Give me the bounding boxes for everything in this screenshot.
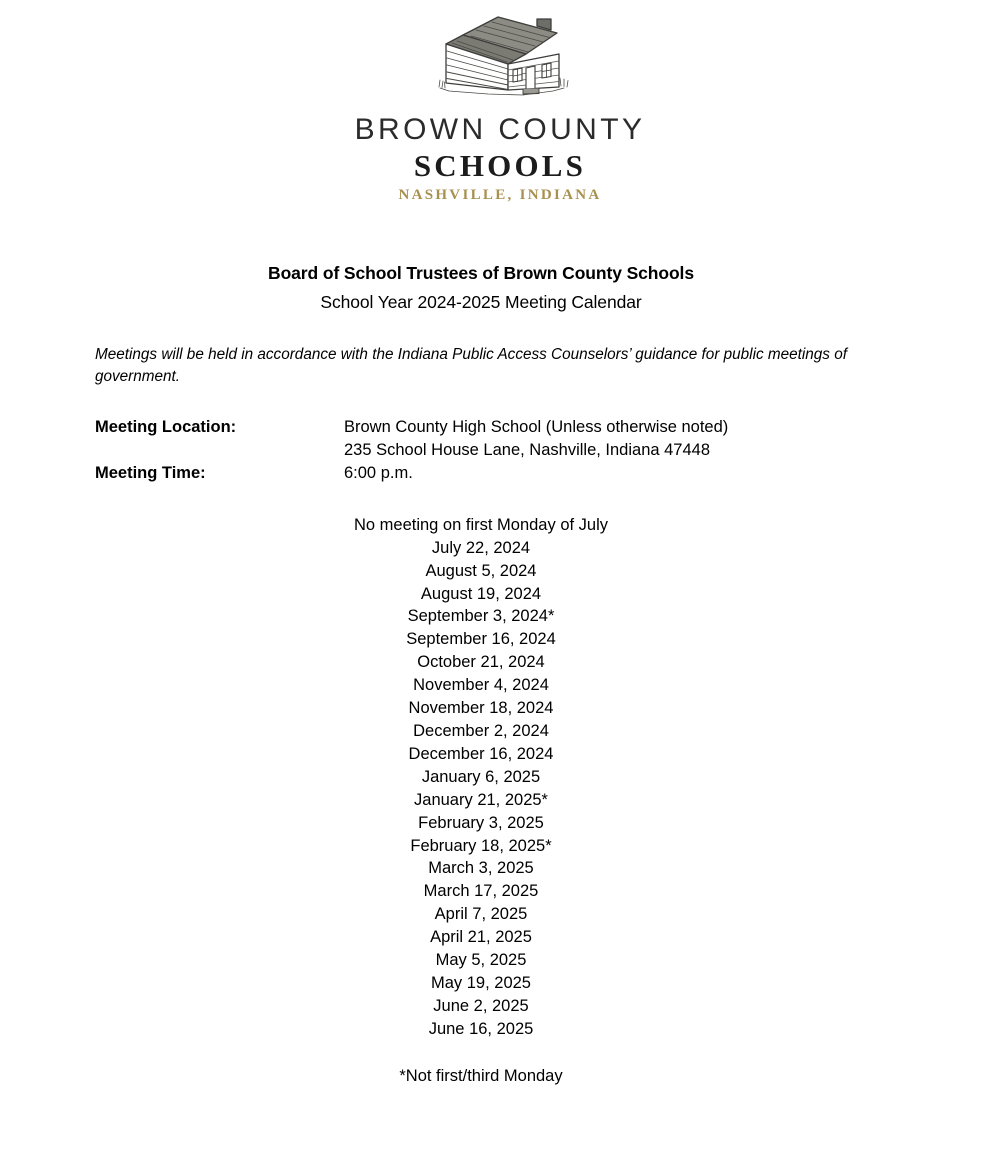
- table-row: [95, 416, 867, 463]
- meeting-location-line2: 235 School House Lane, Nashville, Indiana 47448: [344, 441, 711, 460]
- meeting-location-value: [344, 416, 867, 463]
- access-notice: Meetings will be held in accordance with the Indiana Public Access Counselors’ guidance for public meetings of government.: [95, 346, 847, 386]
- list-item: March 3, 2025: [428, 859, 534, 878]
- list-item: October 21, 2024: [417, 653, 545, 672]
- list-item: November 4, 2024: [413, 676, 549, 695]
- log-cabin-schoolhouse-icon: [428, 8, 573, 100]
- footnote: *Not first/third Monday: [399, 1066, 563, 1085]
- list-item: August 5, 2024: [425, 561, 537, 580]
- list-item: January 6, 2025: [421, 767, 541, 786]
- meeting-time-value: 6:00 p.m.: [344, 464, 413, 483]
- list-item: September 3, 2024*: [407, 607, 555, 626]
- list-item: February 18, 2025*: [410, 836, 552, 855]
- meeting-location-line1: Brown County High School (Unless otherwise noted): [344, 417, 729, 436]
- list-item: May 5, 2025: [435, 951, 527, 970]
- list-item: December 16, 2024: [408, 744, 554, 763]
- organization-logo: [0, 0, 1000, 204]
- list-item: May 19, 2025: [431, 973, 531, 992]
- list-item: January 21, 2025*: [414, 790, 548, 809]
- page-title: Board of School Trustees of Brown County Schools: [268, 263, 694, 283]
- logo-text-nashville-indiana: NASHVILLE, INDIANA: [398, 187, 602, 204]
- list-item: June 2, 2025: [433, 996, 529, 1015]
- list-item: September 16, 2024: [406, 630, 556, 649]
- meeting-details: [95, 416, 867, 486]
- logo-text-brown-county: BROWN COUNTY: [354, 113, 646, 146]
- meeting-dates-list: [95, 514, 867, 1041]
- dates-heading: No meeting on first Monday of July: [353, 515, 609, 534]
- list-item: August 19, 2024: [420, 584, 542, 603]
- list-item: December 2, 2024: [413, 722, 549, 741]
- list-item: April 7, 2025: [434, 905, 528, 924]
- table-row: [95, 462, 867, 485]
- list-item: April 21, 2025: [430, 928, 532, 947]
- list-item: November 18, 2024: [408, 699, 554, 718]
- list-item: July 22, 2024: [431, 538, 531, 557]
- document-body: [95, 262, 867, 1088]
- list-item: March 17, 2025: [423, 882, 539, 901]
- meeting-location-label: Meeting Location:: [95, 417, 237, 436]
- list-item: February 3, 2025: [418, 813, 544, 832]
- list-item: June 16, 2025: [428, 1019, 534, 1038]
- page-subtitle: School Year 2024-2025 Meeting Calendar: [320, 291, 642, 312]
- logo-text-schools: SCHOOLS: [413, 147, 587, 183]
- meeting-time-label: Meeting Time:: [95, 464, 206, 483]
